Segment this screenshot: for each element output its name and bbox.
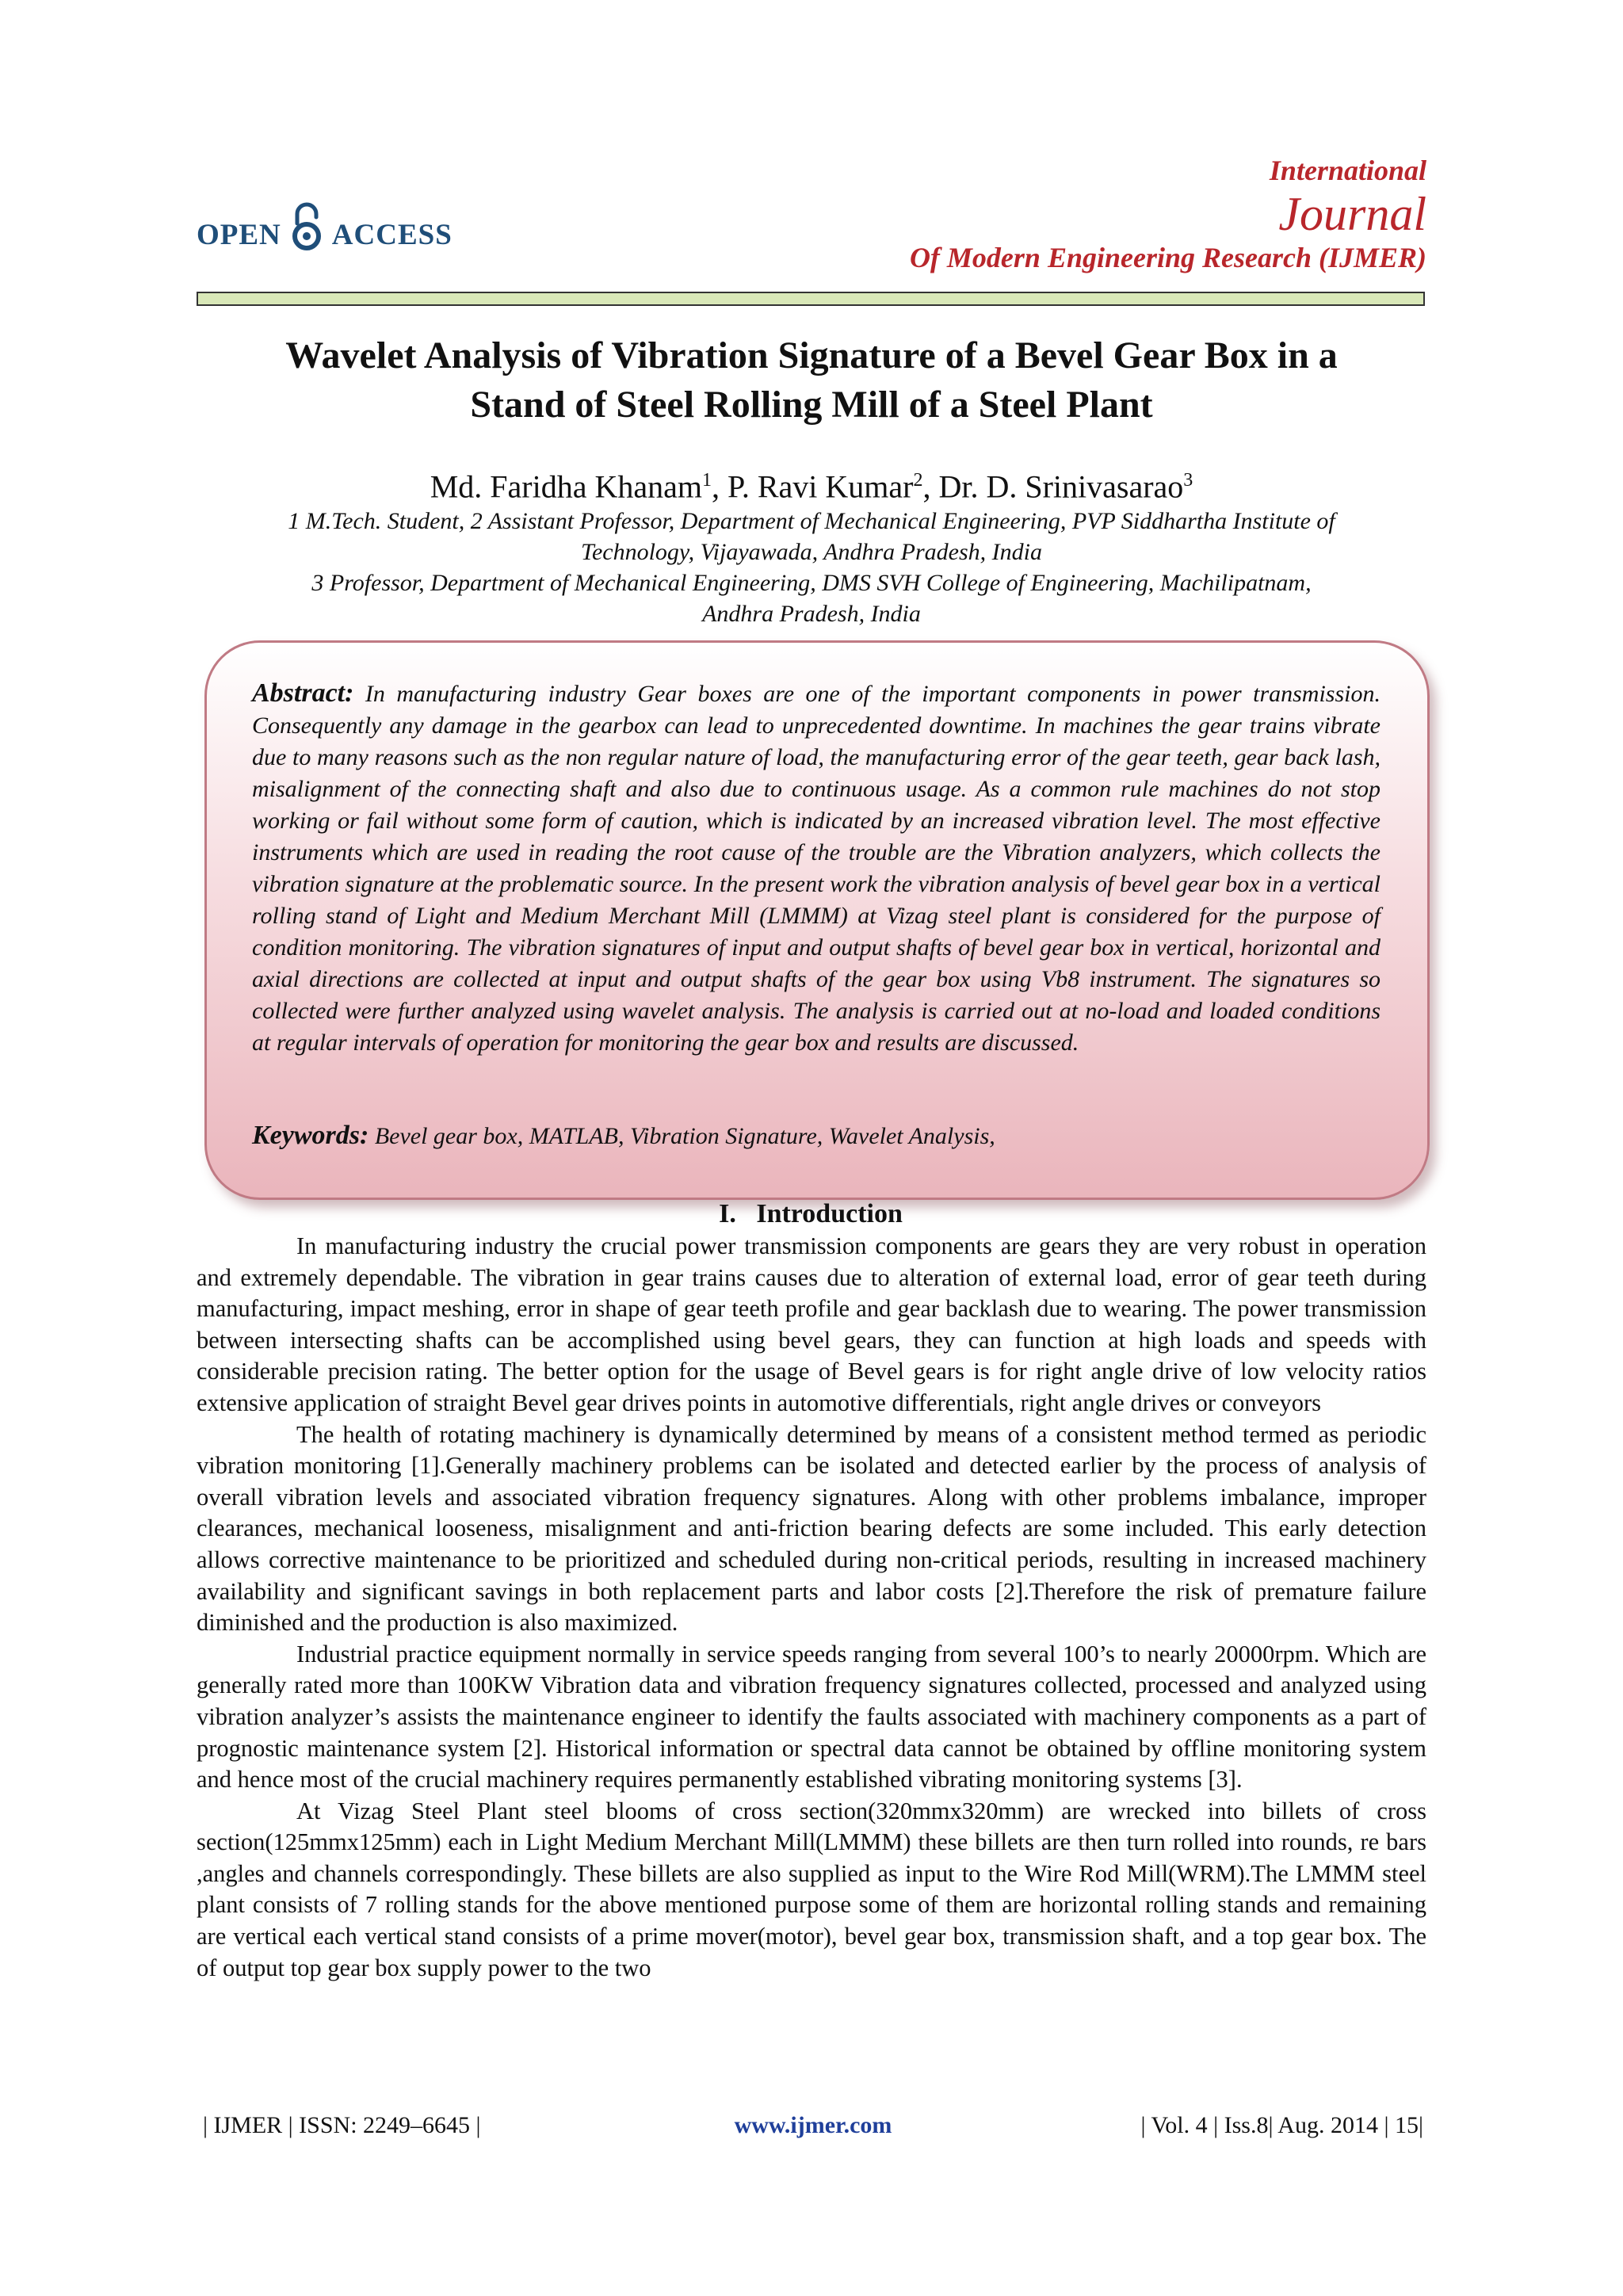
affiliation-line: 1 M.Tech. Student, 2 Assistant Professor, Department of Mechanical Engineering, PVP Siddhartha Institute of [288,508,1335,534]
author-name: Md. Faridha Khanam [430,468,702,505]
body-paragraph: At Vizag Steel Plant steel blooms of cross section(320mmx320mm) are wrecked into billets of cross section(125mmx125mm) each in Light Medium Merchant Mill(LMMM) these billets are then turn rolled into rounds, re bars ,angles and channels correspondingly. These billets are also supplied as input to the Wire Rod Mill(WRM).The LMMM steel plant consists of 7 rolling stands for the above mentioned purpose some of them are horizontal rolling stands and remaining are vertical each vertical stand consists of a prime mover(motor), bevel gear box, transmission shaft, and a top gear box. The of output top gear box supply power to the two [197,1797,1426,1981]
affiliations [174,506,1449,629]
title-line-2: Stand of Steel Rolling Mill of a Steel Plant [470,384,1153,426]
keywords-label: Keywords: [252,1121,369,1150]
author-separator: , [922,468,939,505]
footer-volume-page: | Vol. 4 | Iss.8| Aug. 2014 | 15| [1140,2112,1423,2138]
title-line-1: Wavelet Analysis of Vibration Signature of a Bevel Gear Box in a [285,334,1338,376]
abstract-label: Abstract: [252,678,354,708]
author-affil-mark: 1 [702,470,712,491]
author-name: Dr. D. Srinivasarao [938,468,1184,505]
paper-title [174,331,1449,430]
affiliation-line: Technology, Vijayawada, Andhra Pradesh, India [581,539,1042,565]
keywords-list: Bevel gear box, MATLAB, Vibration Signature, Wavelet Analysis, [369,1123,995,1149]
journal-name: Journal [1278,188,1426,240]
body-paragraph: Industrial practice equipment normally in service speeds ranging from several 100’s to nearly 20000rpm. Which are generally rated more than 100KW Vibration data and vibration frequency signatures collected, processed and analyzed using vibration analyzer’s assists the maintenance engineer to identify the faults associated with machinery components as a part of prognostic maintenance system [2]. Historical information or spectral data cannot be obtained by offline monitoring system and hence most of the crucial machinery requires permanently established vibrating monitoring systems [3]. [197,1640,1426,1794]
footer-website-link[interactable]: www.ijmer.com [734,2112,892,2138]
journal-top-line: International [1269,155,1426,186]
introduction-body [197,1231,1426,1984]
author-separator: , [712,468,727,505]
body-paragraph: The health of rotating machinery is dynamically determined by means of a consistent method termed as periodic vibration monitoring [1].Generally machinery problems can be isolated and detected earlier by the process of analysis of overall vibration levels and associated vibration frequency signatures. Along with other problems imbalance, improper clearances, mechanical looseness, misalignment and anti-friction bearing defects are some included. This early detection allows corrective maintenance to be prioritized and scheduled during non-critical periods, resulting in increased machinery availability and significant savings in both replacement parts and labor costs [2].Therefore the risk of premature failure diminished and the production is also maximized. [197,1420,1426,1637]
journal-subtitle: Of Modern Engineering Research (IJMER) [909,242,1426,273]
access-word: ACCESS [331,219,453,251]
journal-masthead [910,153,1426,275]
affiliation-line: Andhra Pradesh, India [702,601,921,627]
keywords [252,1120,1381,1152]
open-access-logo [197,197,453,252]
author-list [174,460,1449,507]
page-footer [203,2110,1423,2141]
open-word: OPEN [197,219,281,251]
header-divider [197,292,1425,306]
section-heading: I. Introduction [719,1199,903,1228]
affiliation-line: 3 Professor, Department of Mechanical Engineering, DMS SVH College of Engineering, Machilipatnam, [311,570,1312,596]
author-affil-mark: 2 [913,470,923,491]
open-access-lock-icon [291,201,323,250]
footer-issn: | IJMER | ISSN: 2249–6645 | [203,2112,481,2138]
abstract [252,678,1381,1059]
abstract-body: In manufacturing industry Gear boxes are one of the important components in power transmission. Consequently any damage in the gearbox can lead to unprecedented downtime. In machines the gear trains vibrate due to many reasons such as the non regular nature of load, the manufacturing error of the gear teeth, gear back lash, misalignment of the connecting shaft and also due to continuous usage. As a common rule machines do not stop working or fail without some form of caution, which is indicated by an increased vibration level. The most effective instruments which are used in reading the root cause of the trouble are the Vibration analyzers, which collects the vibration signature at the problematic source. In the present work the vibration analysis of bevel gear box in a vertical rolling stand of Light and Medium Merchant Mill (LMMM) at Vizag steel plant is considered for the purpose of condition monitoring. The vibration signatures of input and output shafts of bevel gear box in vertical, horizontal and axial directions are collected at input and output shafts of the gear box using Vb8 instrument. The signatures so collected were further analyzed using wavelet analysis. The analysis is carried out at no-load and loaded conditions at regular intervals of operation for monitoring the gear box and results are discussed. [252,681,1381,1056]
body-paragraph: In manufacturing industry the crucial power transmission components are gears they are very robust in operation and extremely dependable. The vibration in gear trains causes due to alteration of external load, error of gear teeth during manufacturing, impact meshing, error in shape of gear teeth profile and gear backlash due to wearing. The power transmission between intersecting shafts can be accomplished using bevel gears, they can function at high loads and speeds with considerable precision rating. The better option for the usage of Bevel gears is for right angle drive of low velocity ratios extensive application of straight Bevel gear drives points in automotive differentials, right angle drives or conveyors [197,1232,1426,1416]
author-affil-mark: 3 [1183,470,1193,491]
author-name: P. Ravi Kumar [727,468,914,505]
